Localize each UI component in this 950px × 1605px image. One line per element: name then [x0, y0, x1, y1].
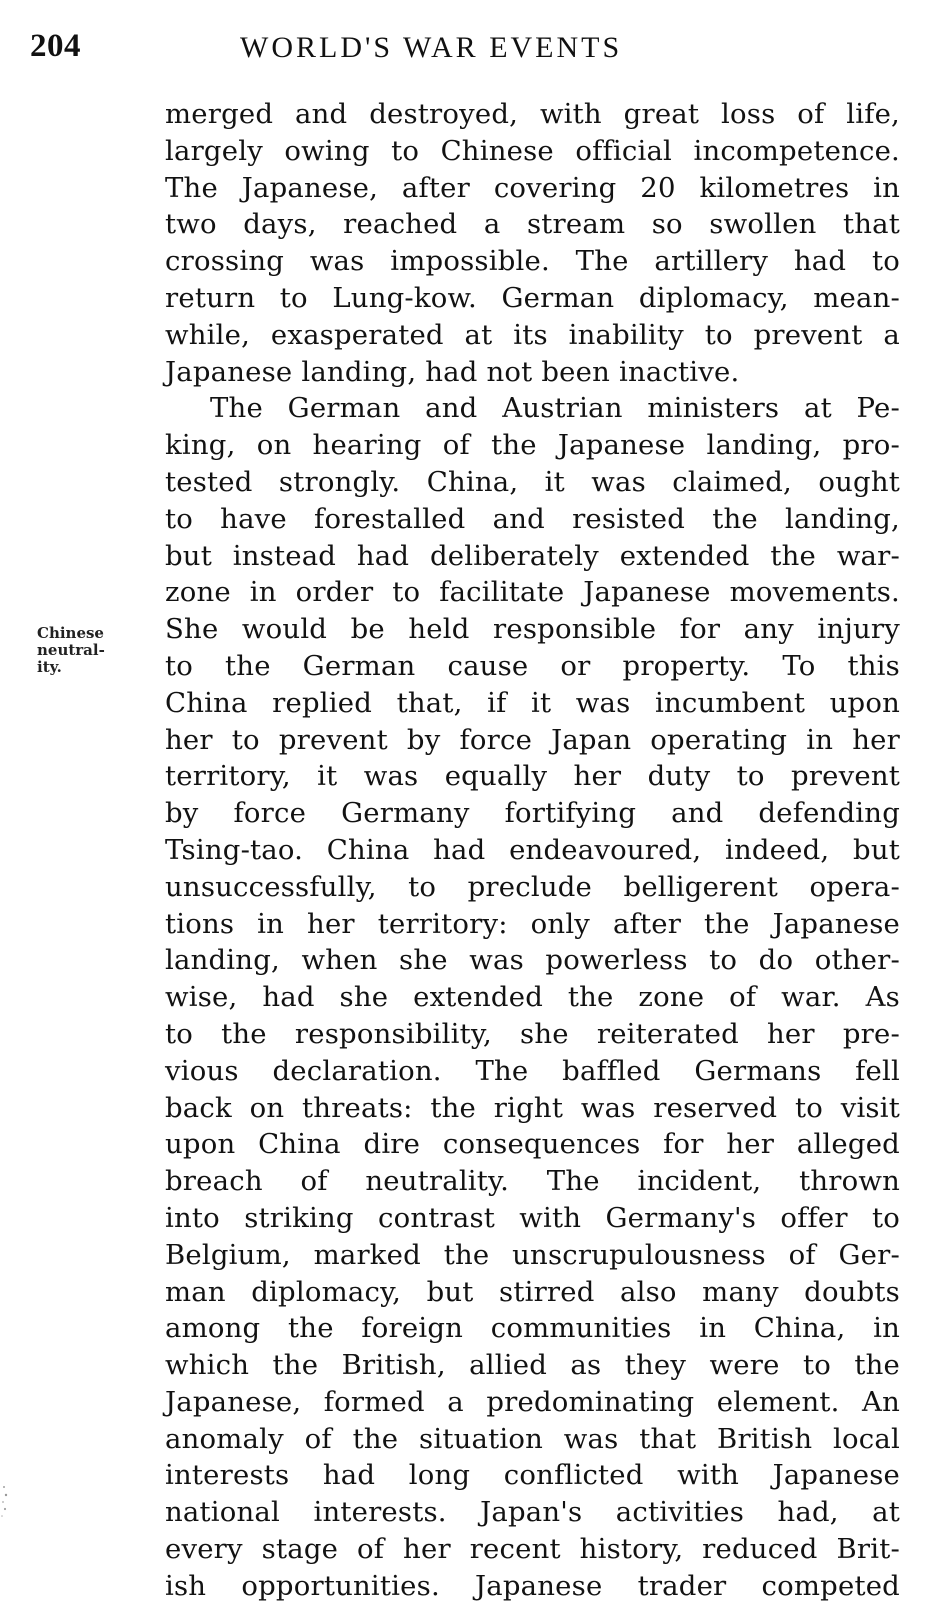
page-number: 204	[30, 28, 81, 64]
text-line: Japanese landing, had not been inactive.	[165, 355, 740, 388]
text-line: which the British, allied as they were to the	[165, 1349, 900, 1382]
text-line: to have forestalled and resisted the landing,	[165, 502, 900, 535]
text-line: landing, when she was powerless to do other-	[165, 944, 900, 977]
text-line: upon China dire consequences for her alleged	[165, 1128, 900, 1161]
text-line: back on threats: the right was reserved to visit	[165, 1091, 900, 1124]
margin-note	[37, 625, 105, 676]
text-line: every stage of her recent history, reduced Brit-	[165, 1533, 900, 1566]
margin-note-line: Chinese	[37, 624, 104, 642]
text-line: unsuccessfully, to preclude belligerent opera-	[165, 870, 900, 903]
text-line: to the German cause or property. To this	[165, 649, 900, 682]
text-line: Japanese, formed a predominating element. An	[165, 1385, 900, 1418]
text-line: Tsing-tao. China had endeavoured, indeed, but	[165, 833, 900, 866]
scan-speck	[0, 1483, 9, 1523]
margin-note-line: ity.	[37, 658, 62, 676]
text-line: her to prevent by force Japan operating in her	[165, 723, 900, 756]
margin-note-line: neutral-	[37, 641, 105, 659]
text-line: largely owing to Chinese official incompetence.	[165, 134, 900, 167]
text-line: She would be held responsible for any injury	[165, 613, 900, 646]
text-line: ish opportunities. Japanese trader competed	[165, 1569, 900, 1602]
text-line: two days, reached a stream so swollen that	[165, 208, 900, 241]
text-line: tions in her territory: only after the Japanese	[165, 907, 900, 940]
text-line: by force Germany fortifying and defending	[165, 797, 900, 830]
text-line: but instead had deliberately extended the war-	[165, 539, 900, 572]
text-line: Belgium, marked the unscrupulousness of Ger-	[165, 1238, 900, 1271]
text-line: crossing was impossible. The artillery had to	[165, 245, 900, 278]
text-line: while, exasperated at its inability to prevent a	[165, 318, 900, 351]
text-line: return to Lung-kow. German diplomacy, mean-	[165, 281, 900, 314]
text-line: zone in order to facilitate Japanese movements.	[165, 576, 900, 609]
text-line: man diplomacy, but stirred also many doubts	[165, 1275, 900, 1308]
body-text	[165, 96, 900, 1605]
text-line: China replied that, if it was incumbent upon	[165, 686, 900, 719]
text-line: into striking contrast with Germany's offer to	[165, 1201, 900, 1234]
text-line: anomaly of the situation was that British local	[165, 1422, 900, 1455]
text-line: to the responsibility, she reiterated her pre-	[165, 1017, 900, 1050]
text-line: merged and destroyed, with great loss of life,	[165, 98, 900, 130]
text-line: interests had long conflicted with Japanese	[165, 1459, 900, 1492]
text-line: The Japanese, after covering 20 kilometres in	[165, 171, 900, 204]
text-line: wise, had she extended the zone of war. As	[165, 981, 900, 1014]
text-line: vious declaration. The baffled Germans fell	[165, 1054, 900, 1087]
text-line: king, on hearing of the Japanese landing, pro-	[165, 429, 900, 462]
text-line: tested strongly. China, it was claimed, ought	[165, 465, 900, 498]
text-line: breach of neutrality. The incident, thrown	[165, 1165, 900, 1198]
text-line: territory, it was equally her duty to prevent	[165, 760, 900, 793]
text-line: The German and Austrian ministers at Pe-	[210, 392, 900, 425]
text-line: national interests. Japan's activities had, at	[165, 1496, 900, 1529]
running-title: WORLD'S WAR EVENTS	[240, 31, 623, 64]
text-line: among the foreign communities in China, in	[165, 1312, 900, 1345]
